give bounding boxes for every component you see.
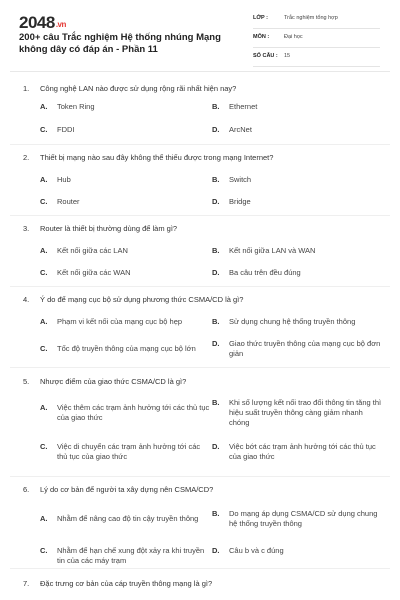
question-label: Công nghệ LAN nào được sử dụng rộng rãi nhất hiện nay? [40, 84, 237, 93]
option-letter: B. [212, 398, 220, 407]
question-label: Router là thiết bị thường dùng để làm gì? [40, 224, 178, 233]
question-separator [10, 367, 390, 368]
option-text: Kết nối giữa các LAN [57, 246, 128, 255]
question-number: 3. [23, 224, 30, 233]
option-letter: A. [40, 246, 48, 255]
question-label: Thiết bị mạng nào sau đây không thể thiếu được trong mạng Internet? [40, 153, 274, 162]
meta-row-class [253, 12, 380, 29]
option-text: Bridge [229, 197, 251, 206]
question-label: Đặc trưng cơ bản của cáp truyền thông mạng là gì? [40, 579, 213, 588]
question-number: 1. [23, 84, 30, 93]
question-text [23, 295, 243, 305]
logo-text: 2048 [19, 13, 55, 32]
option-letter: A. [40, 175, 48, 184]
header-divider [10, 71, 390, 72]
question-number: 7. [23, 579, 30, 588]
question-text [23, 377, 186, 387]
document-title: 200+ câu Trắc nghiệm Hệ thống nhúng Mạng không dây có đáp án - Phần 11 [19, 32, 221, 55]
option-letter: D. [212, 339, 220, 348]
option-text: Việc di chuyển các trạm ảnh hưởng tới các thủ tục của giao thức [57, 442, 201, 461]
question-separator [10, 144, 390, 145]
option-text: Ba câu trên đều đúng [229, 268, 301, 277]
option-letter: A. [40, 403, 48, 412]
meta-label: MÔN : [253, 34, 270, 40]
option-letter: D. [212, 268, 220, 277]
option-text: Ethernet [229, 102, 258, 111]
option-letter: A. [40, 102, 48, 111]
question-text [23, 84, 236, 94]
option-letter: D. [212, 442, 220, 451]
option-letter: B. [212, 102, 220, 111]
question-text [23, 224, 177, 234]
option-text: Router [57, 197, 80, 206]
option-letter: C. [40, 546, 48, 555]
option-letter: C. [40, 125, 48, 134]
option-text: Việc bớt các trạm ảnh hưởng tới các thủ tục của giao thức [229, 442, 376, 461]
meta-value: Đại học [284, 34, 303, 40]
document-meta [253, 12, 380, 69]
option-text: Tốc độ truyền thông của mạng cục bộ lớn [57, 344, 196, 353]
option-text: Khi số lượng kết nối trao đổi thông tin tăng thì hiệu suất truyền thông càng giảm nhanh chóng [229, 398, 382, 427]
site-logo[interactable] [19, 13, 66, 33]
option-letter: D. [212, 125, 220, 134]
option-letter: D. [212, 197, 220, 206]
question-number: 2. [23, 153, 30, 162]
question-separator [10, 476, 390, 477]
question-number: 5. [23, 377, 30, 386]
page-header [0, 0, 400, 70]
meta-row-subject [253, 31, 380, 48]
option-letter: C. [40, 442, 48, 451]
option-letter: C. [40, 197, 48, 206]
option-text: Câu b và c đúng [229, 546, 284, 555]
option-text: Nhằm để nâng cao độ tin cậy truyền thông [57, 514, 199, 523]
option-letter: C. [40, 268, 48, 277]
option-text: Do mạng áp dụng CSMA/CD sử dụng chung hệ thống truyền thông [229, 509, 378, 528]
option-text: Switch [229, 175, 252, 184]
question-separator [10, 568, 390, 569]
option-text: Phạm vi kết nối của mạng cục bộ hẹp [57, 317, 183, 326]
option-letter: D. [212, 546, 220, 555]
meta-label: SỐ CÂU : [253, 53, 278, 59]
option-text: Kết nối giữa LAN và WAN [229, 246, 316, 255]
question-text [23, 153, 273, 163]
question-label: Nhược điểm của giao thức CSMA/CD là gì? [40, 377, 187, 386]
meta-row-count [253, 50, 380, 67]
question-number: 4. [23, 295, 30, 304]
question-label: Lý do cơ bản để người ta xây dựng nên CSMA/CD? [40, 485, 214, 494]
option-text: Token Ring [57, 102, 95, 111]
option-letter: C. [40, 344, 48, 353]
option-text: Nhằm để hạn chế xung đột xảy ra khi truyền tin của các máy trạm [57, 546, 205, 565]
option-letter: A. [40, 514, 48, 523]
option-letter: B. [212, 246, 220, 255]
question-text [23, 579, 212, 589]
question-separator [10, 286, 390, 287]
option-text: Sử dụng chung hệ thống truyền thông [229, 317, 356, 326]
option-letter: A. [40, 317, 48, 326]
option-text: Hub [57, 175, 71, 184]
meta-label: LỚP : [253, 15, 268, 21]
question-text [23, 485, 213, 495]
meta-value: Trắc nghiệm tổng hợp [284, 15, 338, 21]
question-separator [10, 215, 390, 216]
meta-value: 15 [284, 53, 291, 59]
option-letter: B. [212, 509, 220, 518]
question-label: Ý do để mạng cục bộ sử dụng phương thức CSMA/CD là gì? [40, 295, 244, 304]
option-text: Kết nối giữa các WAN [57, 268, 131, 277]
question-number: 6. [23, 485, 30, 494]
option-letter: B. [212, 317, 220, 326]
option-text: Giao thức truyền thông của mạng cục bộ đơn giản [229, 339, 381, 358]
option-text: ArcNet [229, 125, 252, 134]
logo-suffix: .vn [55, 20, 66, 29]
option-text: FDDI [57, 125, 75, 134]
option-letter: B. [212, 175, 220, 184]
option-text: Việc thêm các trạm ảnh hưởng tới các thủ tục của giao thức [57, 403, 210, 422]
